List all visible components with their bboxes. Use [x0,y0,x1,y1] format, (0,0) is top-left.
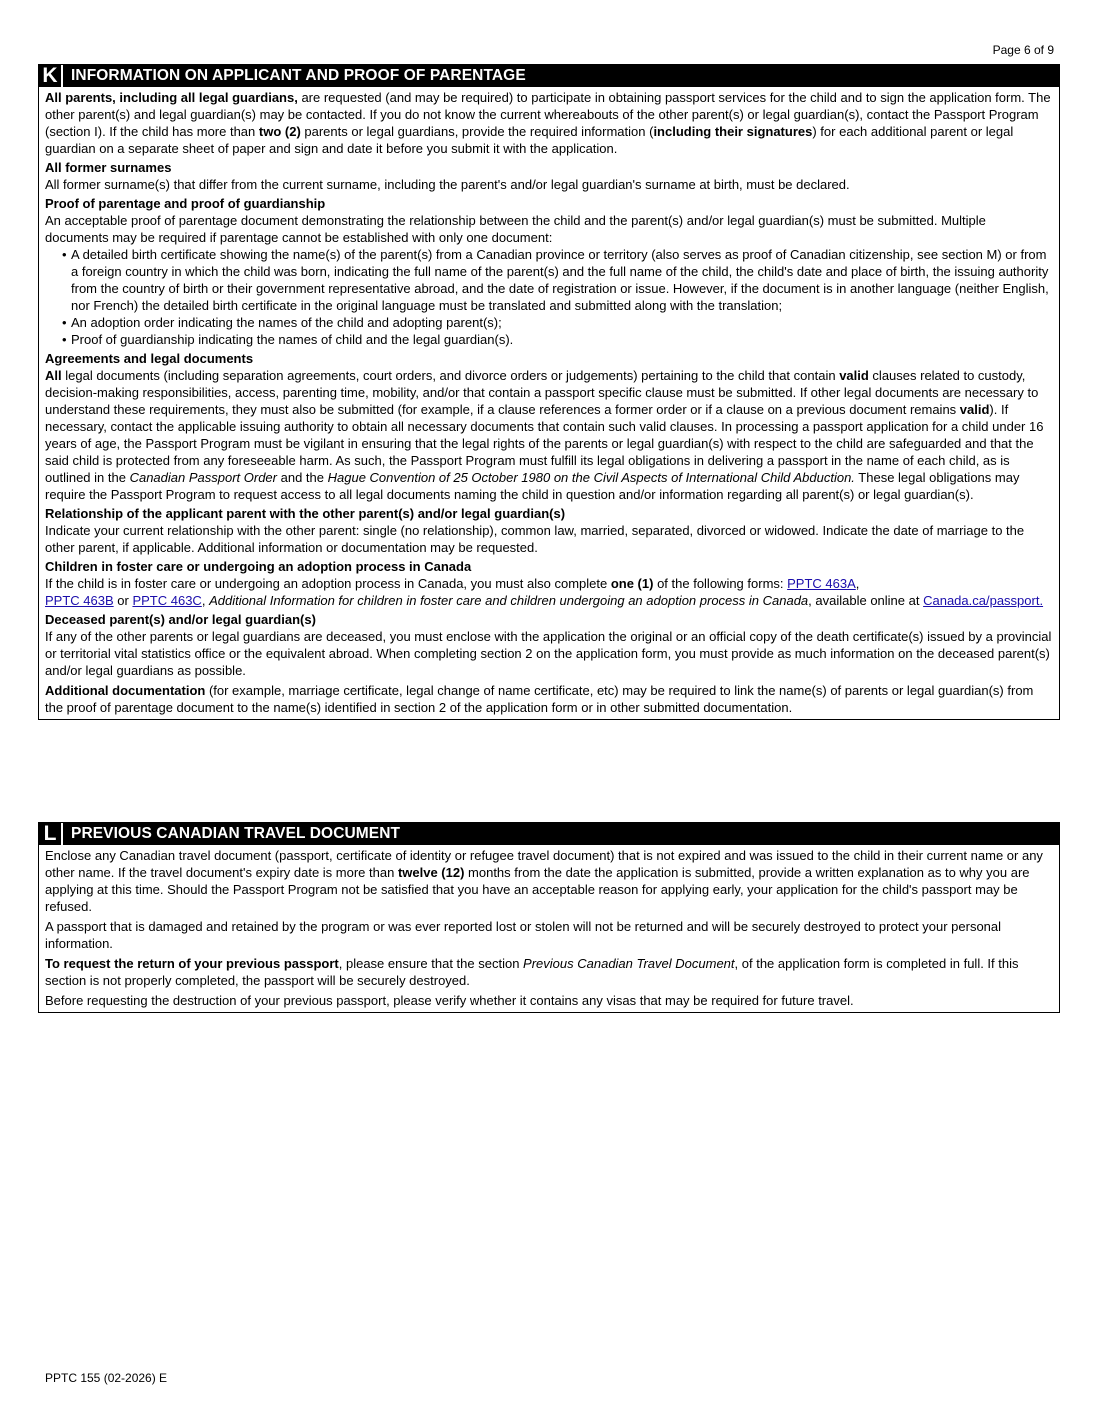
agreements-bold-2: valid [839,368,869,383]
pptc-463a-link[interactable]: PPTC 463A [787,576,856,591]
foster-bold-1: one (1) [610,576,654,591]
intro-paragraph [45,89,1053,157]
deceased-heading: Deceased parent(s) and/or legal guardian(s) [45,612,316,627]
former-surnames-text: All former surname(s) that differ from the current surname, including the parent's and/or legal guardian's surname at birth, must be declared. [45,177,850,192]
foster-text-6: , available online at [808,593,924,608]
travel-doc-bold-3: To request the return of your previous passport [45,956,339,971]
foster-text-2: of the following forms: [653,576,788,591]
proof-text: An acceptable proof of parentage document demonstrating the relationship between the child and the parent(s) and/or legal guardian(s) must be submitted. Multiple documents may be required if parentage cannot be established with only one document: [45,213,986,245]
agreements-text-1: legal documents (including separation agreements, court orders, and divorce orders or judgements) pertaining to the child that contain [61,368,840,383]
section-l-body [39,845,1059,1012]
travel-doc-text-4: , of the application form is completed in full. If this section is not properly completed, the passport will be securely destroyed. [45,956,1019,988]
section-k-title: INFORMATION ON APPLICANT AND PROOF OF PARENTAGE [71,67,526,84]
proof-list [45,246,1053,348]
travel-doc-text-2: months from the date the application is submitted, provide a written explanation as to why you are applying at this time. Should the Passport Program not be satisfied that you have an acceptable reason for applying early, your application for the child's passport may be refused. [45,865,1030,914]
agreements-text [45,367,1053,503]
section-k-header [39,65,1059,87]
travel-doc-paragraph-2: A passport that is damaged and retained by the program or was ever reported lost or stolen will not be returned and will be securely destroyed to protect your personal information. [45,919,1002,951]
foster-text-4: or [113,593,133,608]
section-k-body [39,87,1059,719]
travel-doc-bold-1: twelve (12) [397,865,465,880]
foster-text-5: , [201,593,210,608]
proof-list-item: • A detailed birth certificate showing the name(s) of the parent(s) from a Canadian province or territory (also serves as proof of Canadian citizenship, see section M) or from a foreign country in which the child was born, indicating the full name of the parent(s) and the full name of the child, the child's date and place of birth, the issuing authority from the country of birth or their government representative abroad, and the date of registration or issue. However, if the document is in another language (neither English, nor French) the detailed birth certificate in the original language must be translated and submitted along with the translation; [71,246,1053,314]
travel-doc-text-1: Enclose any Canadian travel document (passport, certificate of identity or refugee travel document) that is not expired and was issued to the child in their current name or any other name. If the travel document's expiry date is more than [45,848,1043,880]
additional-text-1: (for example, marriage certificate, legal change of name certificate, etc) may be required to link the name(s) of parents or legal guardian(s) from the proof of parentage document to the name(s) identified in section 2 of the application form or in other submitted documentation. [45,683,1034,715]
pptc-463b-link[interactable]: PPTC 463B [45,593,114,608]
section-k-letter: K [39,65,63,87]
agreements-text-2: clauses related to custody, decision-making responsibilities, access, parenting time, mobility, and/or that contain a passport specific clause must be submitted. If other legal documents are necessary to understand these requirements, they must also be submitted (for example, if a clause references a former order or if a clause on a previous document remains [45,368,1039,417]
additional-documentation-text [45,682,1053,716]
agreements-bold-1: All [45,368,62,383]
canadian-passport-order-title: Canadian Passport Order [129,470,277,485]
section-l [38,822,1060,1013]
former-surnames-heading: All former surnames [45,160,172,175]
agreements-text-5: These legal obligations may require the Passport Program to request access to all legal documents naming the child in question and/or information regarding all parent(s) or legal guardian(s). [45,470,1020,502]
page-number: Page 6 of 9 [992,43,1054,57]
intro-bold-2: two (2) [258,124,301,139]
form-footer: PPTC 155 (02-2026) E [45,1371,168,1385]
relationship-text: Indicate your current relationship with the other parent: single (no relationship), common law, married, separated, divorced or widowed. Indicate the date of marriage to the other parent, if applicable. Additional information or documentation may be requested. [45,523,1025,555]
foster-form-title: Additional Information for children in foster care and children undergoing an adoption process in Canada [209,593,809,608]
foster-text [45,575,1053,609]
canada-passport-link[interactable]: Canada.ca/passport. [923,593,1044,608]
agreements-heading: Agreements and legal documents [45,351,254,366]
intro-text-3: ) for each additional parent or legal guardian on a separate sheet of paper and sign and date it before you submit it with the application. [45,124,1014,156]
additional-bold: Additional documentation [45,683,206,698]
proof-list-item: • Proof of guardianship indicating the names of child and the legal guardian(s). [71,331,1053,348]
proof-list-item: • An adoption order indicating the names of the child and adopting parent(s); [71,314,1053,331]
intro-text-2: parents or legal guardians, provide the required information ( [300,124,654,139]
travel-doc-text-3: , please ensure that the section [338,956,524,971]
section-k [38,64,1060,720]
section-l-title: PREVIOUS CANADIAN TRAVEL DOCUMENT [71,825,401,842]
travel-doc-paragraph-1 [45,847,1053,915]
travel-doc-paragraph-4: Before requesting the destruction of your previous passport, please verify whether it contains any visas that may be required for future travel. [45,993,854,1008]
travel-doc-paragraph-3 [45,955,1053,989]
intro-bold-3: including their signatures [653,124,813,139]
agreements-text-3: ). If necessary, contact the applicable issuing authority to obtain all necessary documents that contain such valid clauses. In processing a passport application for a child under 16 years of age, the Passport Program must be vigilant in ensuring that the legal rights of the parents or legal guardian(s) with respect to the child are safeguarded and that the said child is protected from any foreseeable harm. As such, the Passport Program must fulfill its legal obligations in delivering a passport in the name of each child, as is outlined in the [45,402,1044,485]
intro-bold-1: All parents, including all legal guardians, [45,90,298,105]
foster-text-1: If the child is in foster care or undergoing an adoption process in Canada, you must also complete [45,576,611,591]
previous-travel-document-title: Previous Canadian Travel Document [523,956,735,971]
section-l-letter: L [39,823,63,845]
agreements-text-4: and the [277,470,328,485]
proof-heading: Proof of parentage and proof of guardianship [45,196,326,211]
intro-text-1: are requested (and may be required) to participate in obtaining passport services for the child and to sign the application form. The other parent(s) and legal guardian(s) may be contacted. If you do not know the current whereabouts of the other parent(s) or legal guardian(s), contact the Passport Program (section I). If the child has more than [45,90,1051,139]
section-l-header [39,823,1059,845]
deceased-text: If any of the other parents or legal guardians are deceased, you must enclose with the application the original or an official copy of the death certificate(s) issued by a provincial or territorial vital statistics office or the equivalent abroad. When completing section 2 on the application form, you must provide as much information on the deceased parent(s) and/or legal guardians as possible. [45,629,1052,678]
foster-text-3: , [855,576,860,591]
pptc-463c-link[interactable]: PPTC 463C [132,593,202,608]
hague-convention-title: Hague Convention of 25 October 1980 on the Civil Aspects of International Child Abduction. [327,470,855,485]
foster-heading: Children in foster care or undergoing an adoption process in Canada [45,559,472,574]
relationship-heading: Relationship of the applicant parent with the other parent(s) and/or legal guardian(s) [45,506,566,521]
agreements-bold-3: valid [959,402,990,417]
